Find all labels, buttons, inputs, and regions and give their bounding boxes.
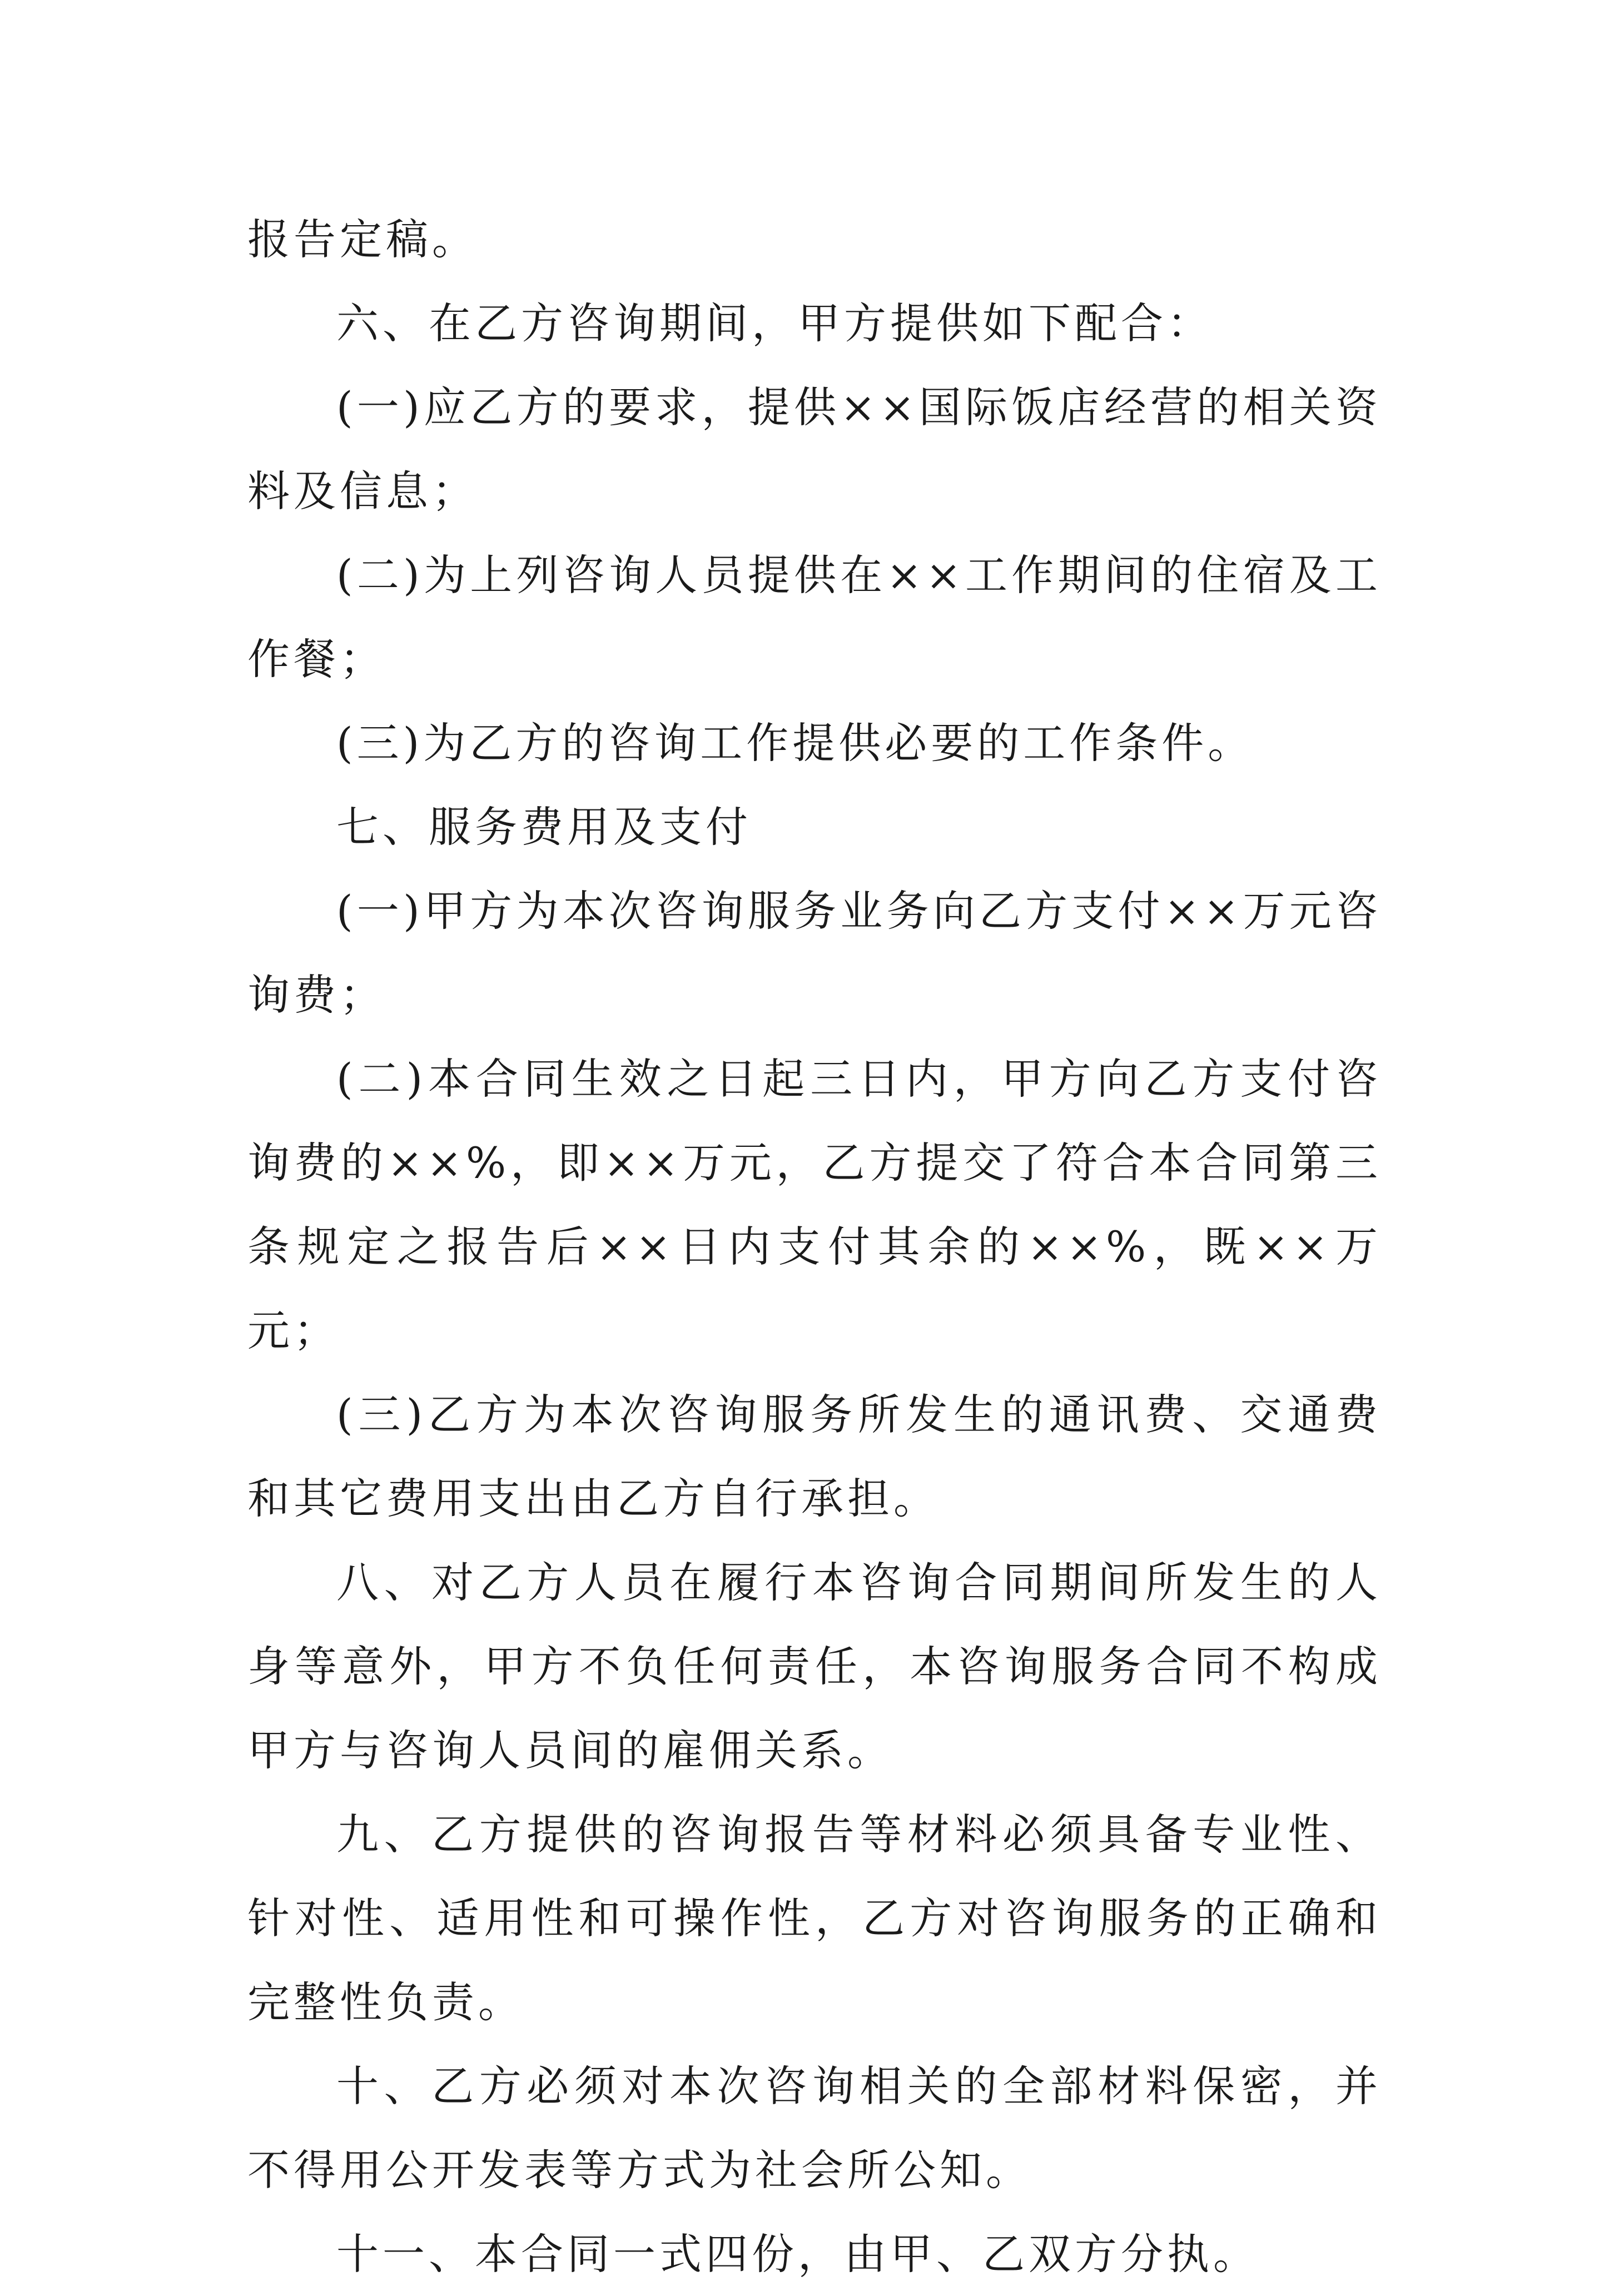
paragraph-clause-6-item-1: (一)应乙方的要求，提供××国际饭店经营的相关资料及信息；	[247, 382, 1382, 516]
contract-body	[247, 197, 1382, 2296]
paragraph-clause-6-item-2: (二)为上列咨询人员提供在××工作期间的住宿及工作餐；	[247, 550, 1382, 684]
paragraph-report-finalization: 报告定稿。	[247, 215, 478, 264]
paragraph-clause-7-item-2: (二)本合同生效之日起三日内，甲方向乙方支付咨询费的××%，即××万元，乙方提交了符合本合同第三条规定之报告后××日内支付其余的××%，既××万元；	[247, 1054, 1382, 1355]
paragraph-clause-6-heading: 六、在乙方咨询期间，甲方提供如下配合：	[336, 299, 1213, 348]
paragraph-clause-6-item-3: (三)为乙方的咨询工作提供必要的工作条件。	[336, 718, 1254, 768]
paragraph-clause-10: 十、乙方必须对本次咨询相关的全部材料保密，并不得用公开发表等方式为社会所公知。	[247, 2061, 1382, 2195]
paragraph-clause-8: 八、对乙方人员在履行本咨询合同期间所发生的人身等意外，甲方不负任何责任，本咨询服务合同不构成甲方与咨询人员间的雇佣关系。	[247, 1558, 1382, 1775]
paragraph-clause-11: 十一、本合同一式四份，由甲、乙双方分执。	[336, 2229, 1259, 2279]
paragraph-clause-7-item-1: (一)甲方为本次咨询服务业务向乙方支付××万元咨询费；	[247, 886, 1382, 1020]
paragraph-clause-7-heading: 七、服务费用及支付	[336, 802, 752, 852]
paragraph-clause-7-item-3: (三)乙方为本次咨询服务所发生的通讯费、交通费和其它费用支出由乙方自行承担。	[247, 1390, 1382, 1523]
paragraph-clause-9: 九、乙方提供的咨询报告等材料必须具备专业性、针对性、适用性和可操作性，乙方对咨询服务的正确和完整性负责。	[247, 1810, 1382, 2027]
